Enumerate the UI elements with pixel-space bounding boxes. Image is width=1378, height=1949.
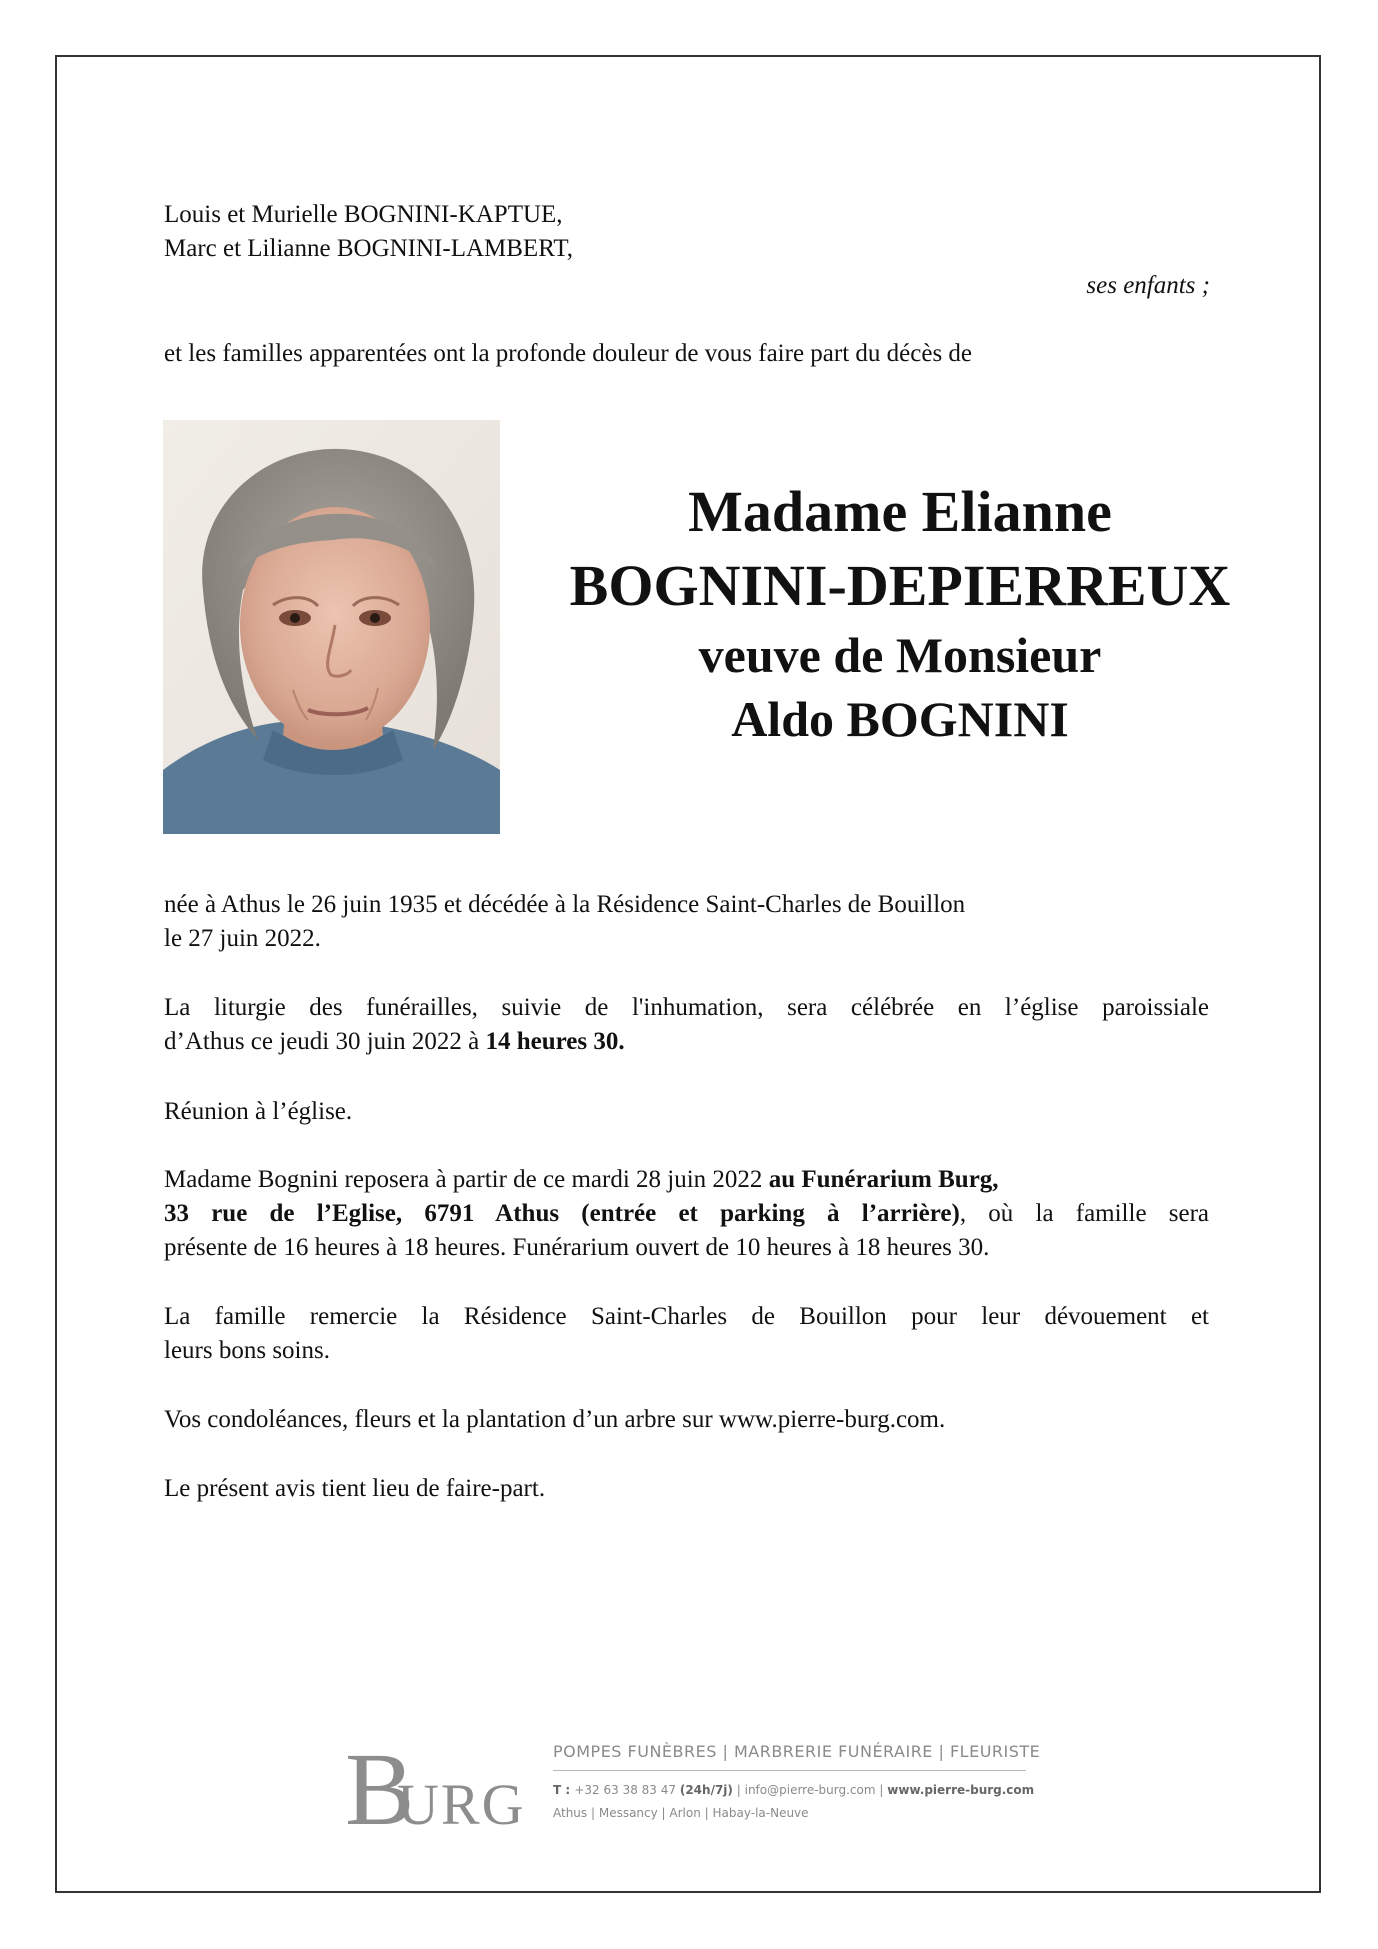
liturgy-line-2 xyxy=(164,1025,1209,1059)
footer-cities: Athus | Messancy | Arlon | Habay-la-Neuve xyxy=(553,1806,809,1820)
notice-line: Le présent avis tient lieu de faire-part. xyxy=(164,1475,546,1502)
footer-separator-1: | xyxy=(736,1783,741,1797)
spouse-name-line: Aldo BOGNINI xyxy=(731,691,1069,747)
family-role: ses enfants ; xyxy=(1086,272,1210,299)
rest-line-2-text: , où la famille sera xyxy=(959,1200,1210,1227)
rest-line-1-text: Madame Bognini reposera à partir de ce mardi 28 juin 2022 xyxy=(164,1166,769,1193)
footer-divider xyxy=(553,1770,1026,1771)
portrait-photo xyxy=(163,420,500,834)
announcement: et les familles apparentées ont la profonde douleur de vous faire part du décès de xyxy=(164,340,973,367)
footer-email[interactable]: info@pierre-burg.com xyxy=(744,1783,876,1797)
svg-text:URG: URG xyxy=(397,1772,526,1837)
footer-phone-prefix: T : xyxy=(553,1783,575,1797)
rest-line-2 xyxy=(164,1197,1209,1231)
liturgy-paragraph xyxy=(164,991,1209,1059)
notice-paragraph xyxy=(164,1472,1209,1506)
deceased-name-line-2: BOGNINI-DEPIERREUX xyxy=(569,553,1231,618)
liturgy-line-2-text: d’Athus ce jeudi 30 juin 2022 à xyxy=(164,1028,486,1055)
footer-separator-2: | xyxy=(879,1783,884,1797)
rest-address: 33 rue de l’Eglise, 6791 Athus (entrée et parking à l’arrière) xyxy=(164,1200,960,1227)
condolences-line: Vos condoléances, fleurs et la plantation d’un arbre sur www.pierre-burg.com. xyxy=(164,1406,946,1433)
birth-line-2: le 27 juin 2022. xyxy=(164,925,321,952)
birth-paragraph xyxy=(164,888,1209,956)
footer-contact xyxy=(553,1783,1034,1797)
thanks-line-1: La famille remercie la Résidence Saint-Charles de Bouillon pour leur dévouement et xyxy=(164,1303,1209,1330)
thanks-line-2: leurs bons soins. xyxy=(164,1337,330,1364)
deceased-name-line-1: Madame Elianne xyxy=(688,479,1112,544)
thanks-paragraph xyxy=(164,1300,1209,1368)
rest-line-1 xyxy=(164,1163,1209,1197)
svg-text:B: B xyxy=(345,1732,415,1847)
footer-phone: +32 63 38 83 47 xyxy=(574,1783,677,1797)
meeting-paragraph xyxy=(164,1095,1209,1129)
burg-logo xyxy=(345,1732,526,1847)
liturgy-time: 14 heures 30. xyxy=(485,1028,625,1055)
page-border xyxy=(55,55,1321,1893)
footer-services: POMPES FUNÈBRES | MARBRERIE FUNÉRAIRE | FLEURISTE xyxy=(553,1742,1041,1761)
condolences-paragraph xyxy=(164,1403,1209,1437)
birth-line-1: née à Athus le 26 juin 1935 et décédée à la Résidence Saint-Charles de Bouillon xyxy=(164,891,966,918)
liturgy-line-1: La liturgie des funérailles, suivie de l'inhumation, sera célébrée en l’église paroissiale xyxy=(164,994,1209,1021)
deceased-name-block xyxy=(500,475,1300,751)
family-line-1: Louis et Murielle BOGNINI-KAPTUE, xyxy=(164,201,563,228)
widow-of-line: veuve de Monsieur xyxy=(698,627,1102,683)
rest-paragraph xyxy=(164,1163,1209,1265)
rest-line-1-bold: au Funérarium Burg, xyxy=(768,1166,999,1193)
rest-line-3: présente de 16 heures à 18 heures. Funérarium ouvert de 10 heures à 18 heures 30. xyxy=(164,1234,990,1261)
footer-website[interactable]: www.pierre-burg.com xyxy=(887,1783,1035,1797)
footer-phone-hours: (24h/7j) xyxy=(679,1783,733,1797)
family-line-2: Marc et Lilianne BOGNINI-LAMBERT, xyxy=(164,235,574,262)
meeting-line: Réunion à l’église. xyxy=(164,1098,353,1125)
